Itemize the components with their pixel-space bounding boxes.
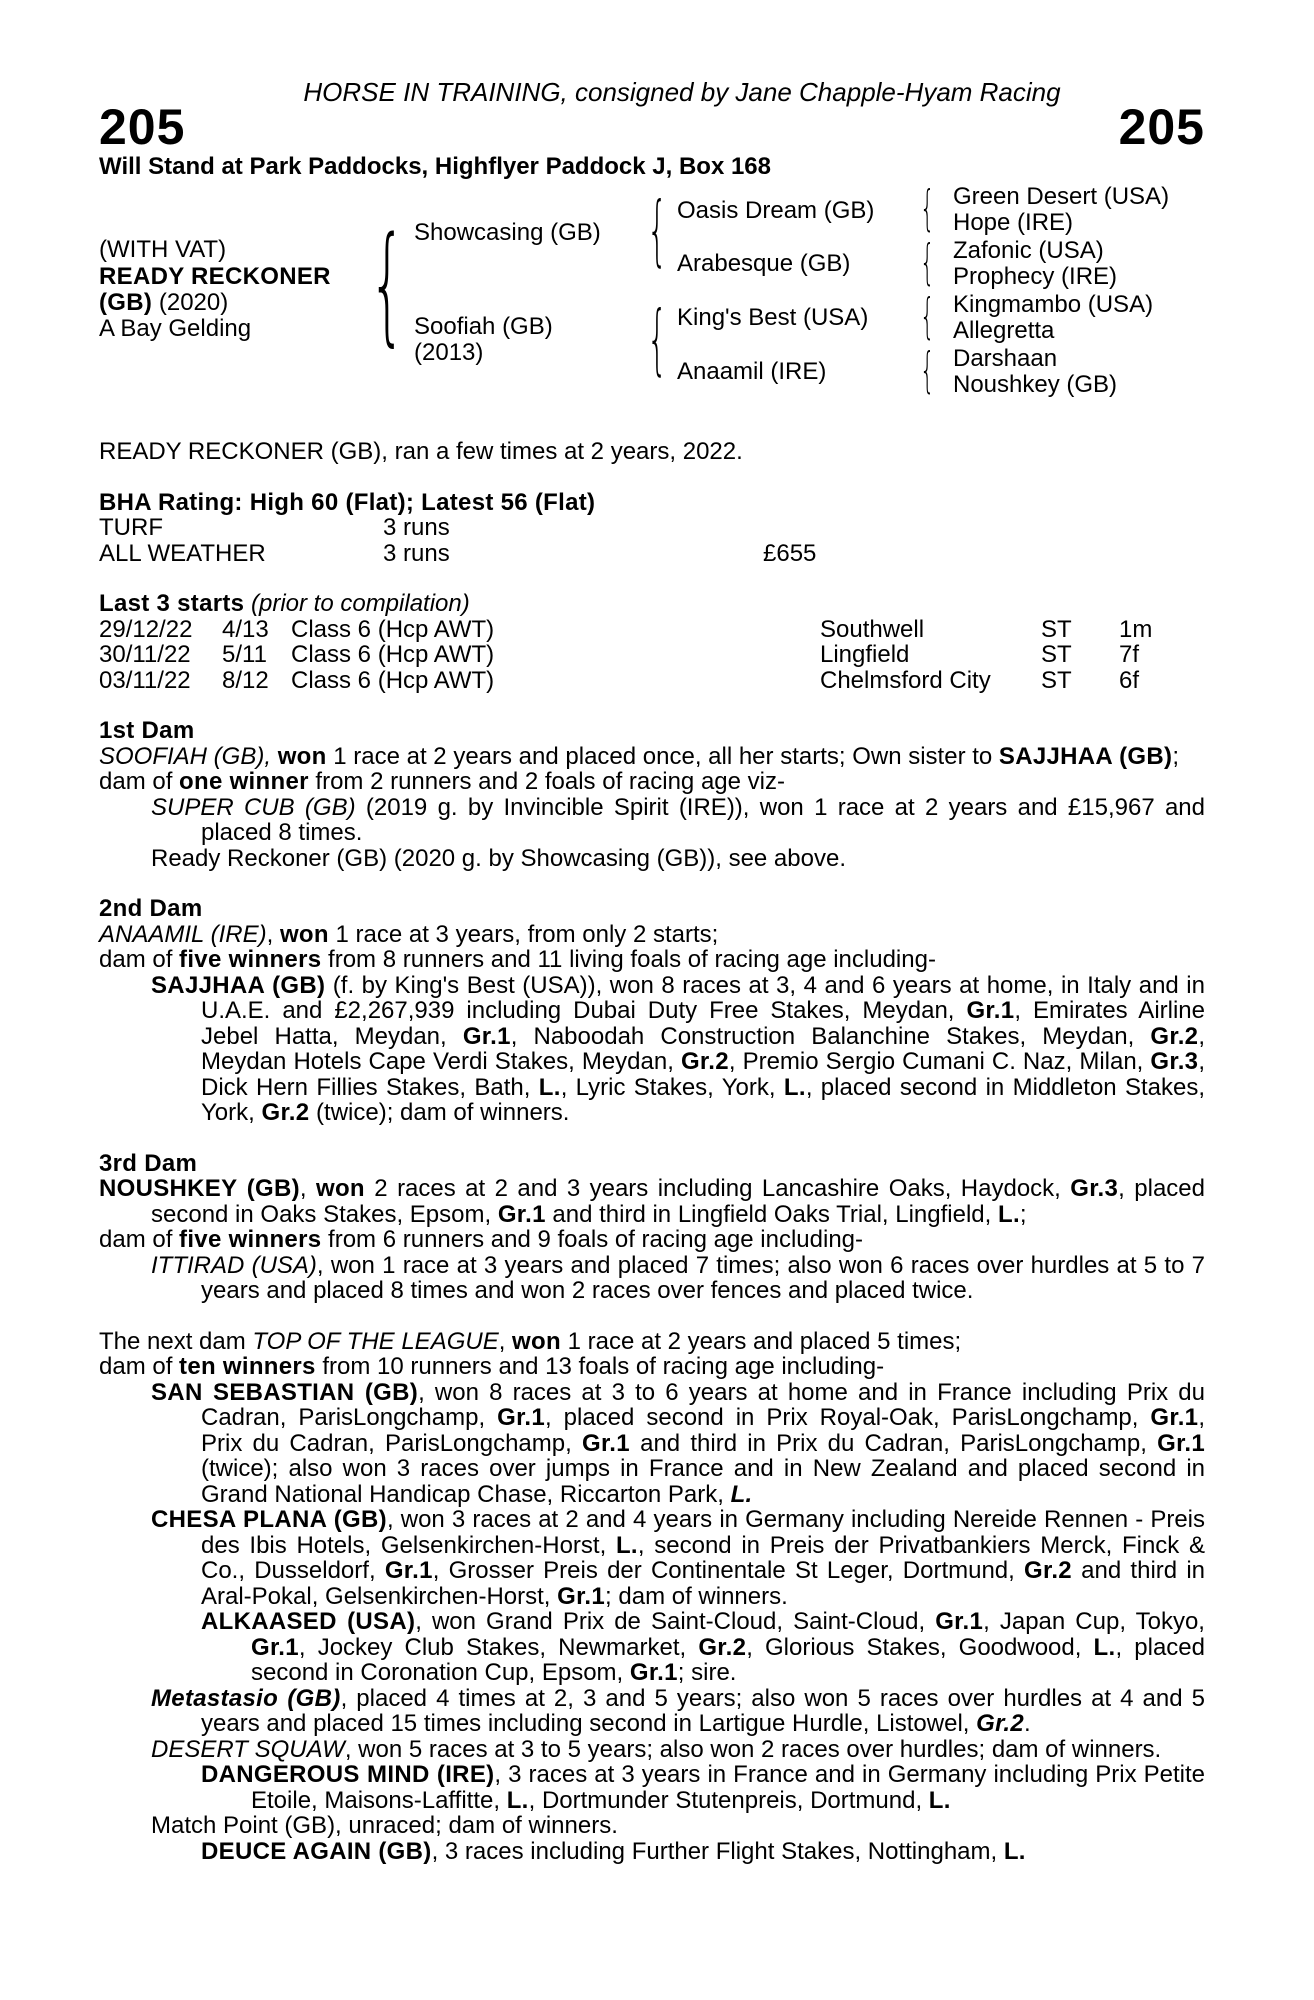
text: (twice); dam of winners. <box>309 1099 570 1126</box>
start-going: ST <box>1041 666 1072 694</box>
grade: Gr.2 <box>698 1633 747 1661</box>
text: ; <box>1019 1200 1027 1228</box>
sire-dam-dam: Prophecy (IRE) <box>953 263 1118 290</box>
pedigree-table <box>99 179 1205 419</box>
next-dam-produce-entry: Match Point (GB), unraced; dam of winners. <box>151 1812 618 1839</box>
lot-number-left: 205 <box>99 98 186 155</box>
start-row <box>99 642 1205 668</box>
dam-name: TOP OF THE LEAGUE <box>252 1327 499 1355</box>
last-starts-heading <box>99 591 1205 617</box>
grade: Gr.1 <box>251 1633 299 1661</box>
rating-runs: 3 runs <box>383 514 450 541</box>
start-date: 03/11/22 <box>99 666 191 694</box>
text: dam of <box>99 768 180 795</box>
dam-sire-sire: Kingmambo (USA) <box>953 291 1154 318</box>
text: from 10 runners and 13 foals of racing age including- <box>315 1353 885 1380</box>
rating-row <box>99 541 1205 567</box>
rating-row <box>99 515 1205 541</box>
next-dam-produce-entry <box>99 1686 1205 1737</box>
produce-name: SAN SEBASTIAN (GB) <box>151 1378 419 1406</box>
text: , Premio Sergio Cumani C. Naz, Milan, <box>728 1048 1151 1075</box>
grade: Gr.1 <box>1157 1429 1206 1457</box>
start-position: 4/13 <box>222 615 269 643</box>
rating-prize: £655 <box>763 539 817 567</box>
text: and third in Prix du Cadran, ParisLongchamp, <box>629 1429 1158 1457</box>
text: from 2 runners and 2 foals of racing age viz- <box>308 768 785 795</box>
grade: Gr.2 <box>680 1048 729 1075</box>
text: from 6 runners and 9 foals of racing age including- <box>321 1226 864 1253</box>
sire-dam: Arabesque (GB) <box>677 250 851 277</box>
horse-name: READY RECKONER <box>99 263 331 290</box>
text: , second in Preis der Privatbankiers Merck, Finck & Co., Dusseldorf, <box>201 1531 1205 1584</box>
text: , Dick Hern Fillies Stakes, Bath, <box>201 1048 1205 1101</box>
grade: Gr.3 <box>1150 1048 1199 1075</box>
text: , Jockey Club Stakes, Newmarket, <box>298 1633 699 1661</box>
brace-icon: { <box>920 179 935 236</box>
dam1-produce-entry: Ready Reckoner (GB) (2020 g. by Showcasing (GB)), see above. <box>151 844 846 872</box>
text: , placed second in Oaks Stakes, Epsom, <box>151 1175 1205 1228</box>
winners-count: one winner <box>179 768 309 795</box>
grade: L. <box>538 1073 561 1101</box>
text: , won 1 race at 3 years and placed 7 times; also won 6 races over hurdles at 5 to 7 years and placed 8 times and won 2 races over fences and placed twice. <box>201 1251 1206 1304</box>
text: . <box>1024 1710 1031 1737</box>
grade: Gr.1 <box>557 1582 606 1610</box>
text: from 8 runners and 11 living foals of racing age including- <box>321 946 936 973</box>
winners-count: five winners <box>179 946 322 973</box>
dam1-race-record <box>99 744 1205 770</box>
dam2-heading: 2nd Dam <box>99 895 203 922</box>
grade: Gr.3 <box>1070 1175 1119 1202</box>
consignor-line: HORSE IN TRAINING, consigned by Jane Chapple-Hyam Racing <box>303 77 1061 107</box>
dam-dam-dam: Noushkey (GB) <box>953 371 1118 398</box>
text: , 3 races at 3 years in France and in Germany including Prix Petite Etoile, Maisons-Laffitte, <box>251 1761 1205 1814</box>
text: and third in Lingfield Oaks Trial, Lingfield, <box>545 1200 998 1228</box>
start-course: Chelmsford City <box>820 666 991 694</box>
dam-dam: Anaamil (IRE) <box>677 358 827 385</box>
horse-year: (2020) <box>158 289 229 316</box>
won-text: won <box>277 742 327 770</box>
horse-country: (GB) <box>99 289 153 316</box>
grade: L. <box>615 1531 638 1559</box>
brace-icon: { <box>647 296 668 385</box>
text: , <box>299 1175 316 1202</box>
dam-name: ANAAMIL (IRE) <box>99 920 267 948</box>
grand-produce-entry <box>99 1839 1205 1865</box>
start-row <box>99 617 1205 643</box>
dam2-race-record <box>99 922 1205 948</box>
winners-count: five winners <box>179 1226 322 1253</box>
dam3-race-record <box>99 1176 1205 1227</box>
start-distance: 1m <box>1119 615 1153 643</box>
text: (f. by King's Best (USA)), won 8 races at 3, 4 and 6 years at home, in Italy and in U.A.E. and £2,267,939 including Dubai Duty Free Stakes, Meydan, <box>201 971 1205 1024</box>
brace-icon: { <box>369 210 406 359</box>
text: , won 3 races at 2 and 4 years in Germany including Nereide Rennen - Preis des Ibis Hotels, Gelsenkirchen-Horst, <box>201 1506 1206 1559</box>
dam1-heading: 1st Dam <box>99 717 195 744</box>
catalogue-page <box>99 77 1206 1865</box>
text: The next dam <box>99 1327 253 1355</box>
stand-location: Will Stand at Park Paddocks, Highflyer Paddock J, Box 168 <box>99 152 771 180</box>
start-distance: 6f <box>1119 666 1140 694</box>
dam3-heading: 3rd Dam <box>99 1149 198 1177</box>
sire-sire-sire: Green Desert (USA) <box>953 183 1170 210</box>
text: 1 race at 2 years and placed once, all her starts; Own sister to <box>326 742 999 770</box>
text: ; dam of winners. <box>605 1582 788 1610</box>
text: , Grosser Preis der Continentale St Leger, Dortmund, <box>432 1557 1025 1584</box>
next-dam-produce-summary <box>99 1354 1205 1380</box>
grand-produce-entry <box>99 1762 1205 1813</box>
grade: L. <box>928 1786 951 1814</box>
start-date: 29/12/22 <box>99 615 193 643</box>
grade: Gr.1 <box>497 1404 546 1431</box>
text: , won Grand Prix de Saint-Cloud, Saint-Cloud, <box>415 1608 936 1635</box>
next-dam-race-record <box>99 1329 1205 1355</box>
text: , <box>498 1327 513 1355</box>
text: , placed second in Coronation Cup, Epsom, <box>251 1633 1205 1686</box>
grade: Gr.2 <box>261 1099 310 1126</box>
black-type-name: SAJJHAA (GB) <box>998 742 1173 770</box>
grade: L. <box>1093 1633 1116 1661</box>
text: , Lyric Stakes, York, <box>560 1073 784 1101</box>
race-summary: READY RECKONER (GB), ran a few times at 2 years, 2022. <box>99 438 743 465</box>
start-race: Class 6 (Hcp AWT) <box>291 641 495 668</box>
start-course: Southwell <box>820 615 925 643</box>
text: , Meydan Hotels Cape Verdi Stakes, Meydan, <box>201 1022 1205 1075</box>
lot-number-right: 205 <box>1118 98 1205 155</box>
won-text: won <box>279 920 329 948</box>
lot-number-row <box>99 98 1205 155</box>
grade: L. <box>730 1480 753 1508</box>
text: (twice); also won 3 races over jumps in France and in New Zealand and placed second in Grand National Handicap Chase, Riccarton Park, <box>201 1455 1205 1508</box>
text: , Emirates Airline Jebel Hatta, Meydan, <box>201 997 1205 1050</box>
next-dam-produce-entry <box>99 1507 1205 1609</box>
dam2-produce-entry <box>99 973 1205 1126</box>
text: 1 race at 2 years and placed 5 times; <box>560 1327 962 1355</box>
grand-produce-entry <box>99 1609 1205 1686</box>
text: , placed second in Prix Royal-Oak, ParisLongchamp, <box>545 1404 1151 1431</box>
grade: Gr.1 <box>497 1200 546 1228</box>
start-race: Class 6 (Hcp AWT) <box>291 615 495 643</box>
sire: Showcasing (GB) <box>414 219 601 246</box>
won-text: won <box>315 1175 365 1202</box>
dam-name: NOUSHKEY (GB) <box>99 1175 300 1202</box>
text: dam of <box>99 1226 180 1253</box>
produce-name: DEUCE AGAIN (GB) <box>201 1837 432 1865</box>
grade: Gr.1 <box>582 1429 630 1457</box>
grade: Gr.1 <box>966 997 1015 1024</box>
text: , Glorious Stakes, Goodwood, <box>746 1633 1094 1661</box>
rating-surface: ALL WEATHER <box>99 539 266 567</box>
text: 2 races at 2 and 3 years including Lancashire Oaks, Haydock, <box>364 1175 1071 1202</box>
last-starts-title: Last 3 starts <box>99 590 245 617</box>
winners-count: ten winners <box>179 1353 316 1380</box>
dam1-produce-entry <box>99 795 1205 846</box>
start-row <box>99 668 1205 694</box>
grade: Gr.1 <box>462 1022 511 1050</box>
dam-sire-dam: Allegretta <box>953 317 1055 344</box>
produce-name: CHESA PLANA (GB) <box>151 1506 387 1533</box>
produce-name: Metastasio (GB) <box>151 1684 341 1712</box>
start-distance: 7f <box>1119 641 1140 668</box>
dam2-produce-summary <box>99 947 1205 973</box>
grade: Gr.2 <box>976 1710 1025 1737</box>
dam: Soofiah (GB) <box>414 313 553 340</box>
next-dam-produce-entry <box>99 1380 1205 1508</box>
produce-name: SAJJHAA (GB) <box>151 971 326 999</box>
rating-runs: 3 runs <box>383 539 450 567</box>
start-position: 5/11 <box>222 641 267 668</box>
text: , won 8 races at 3 to 6 years at home and in France including Prix du Cadran, ParisLongchamp, <box>201 1378 1205 1431</box>
rating-surface: TURF <box>99 514 163 541</box>
grade: L. <box>1003 1837 1026 1865</box>
grade: Gr.1 <box>1150 1404 1199 1431</box>
grade: Gr.2 <box>1024 1557 1072 1584</box>
brace-icon: { <box>920 287 935 344</box>
sire-dam-sire: Zafonic (USA) <box>953 237 1104 264</box>
produce-name: SUPER CUB (GB) <box>151 793 356 821</box>
text: (2019 g. by Invincible Spirit (IRE)), won 1 race at 2 years and £15,967 and placed 8 times. <box>201 793 1206 846</box>
won-text: won <box>512 1327 561 1355</box>
text: dam of <box>99 1353 180 1380</box>
next-dam-produce-entry <box>99 1737 1205 1763</box>
brace-icon: { <box>647 187 668 276</box>
text: , placed 4 times at 2, 3 and 5 years; also won 5 races over hurdles at 4 and 5 years and placed 15 times including second in Lartigue Hurdle, Listowel, <box>201 1684 1205 1737</box>
sire-sire: Oasis Dream (GB) <box>677 197 875 224</box>
dam-sire: King's Best (USA) <box>677 304 869 331</box>
text: , <box>266 920 280 948</box>
grade: Gr.2 <box>1150 1022 1199 1050</box>
produce-name: DANGEROUS MIND (IRE) <box>201 1761 495 1788</box>
text: ; <box>1172 742 1179 770</box>
last-starts-note: (prior to compilation) <box>250 590 470 617</box>
text: ; sire. <box>677 1659 737 1686</box>
text: 1 race at 3 years, from only 2 starts; <box>328 920 719 948</box>
grade: Gr.1 <box>384 1557 433 1584</box>
grade: L. <box>783 1073 806 1101</box>
brace-icon: { <box>920 233 935 290</box>
produce-name: ITTIRAD (USA) <box>151 1251 317 1279</box>
start-going: ST <box>1041 615 1072 643</box>
vat-note: (WITH VAT) <box>99 236 227 263</box>
grade: L. <box>506 1786 529 1814</box>
horse-description: A Bay Gelding <box>99 315 252 342</box>
start-course: Lingfield <box>820 641 910 668</box>
text: , Dortmunder Stutenpreis, Dortmund, <box>528 1786 929 1814</box>
dam-name: SOOFIAH (GB), <box>99 742 278 770</box>
brace-icon: { <box>920 341 935 398</box>
text: , placed second in Middleton Stakes, York, <box>201 1073 1206 1126</box>
text: dam of <box>99 946 180 973</box>
text: , won 5 races at 3 to 5 years; also won 2 races over hurdles; dam of winners. <box>344 1735 1162 1763</box>
start-going: ST <box>1041 641 1072 668</box>
text: and third in Aral-Pokal, Gelsenkirchen-Horst, <box>201 1557 1206 1610</box>
grade: Gr.1 <box>935 1608 984 1635</box>
text: , Naboodah Construction Balanchine Stakes, Meydan, <box>510 1022 1151 1050</box>
grade: Gr.1 <box>629 1659 678 1686</box>
text: , 3 races including Further Flight Stakes, Nottingham, <box>431 1837 1004 1865</box>
dam-year: (2013) <box>414 339 484 366</box>
start-race: Class 6 (Hcp AWT) <box>291 666 495 694</box>
produce-name: DESERT SQUAW <box>151 1735 345 1763</box>
dam3-produce-entry <box>99 1253 1205 1304</box>
dam1-produce-summary <box>99 769 1205 795</box>
start-date: 30/11/22 <box>99 641 191 668</box>
bha-rating: BHA Rating: High 60 (Flat); Latest 56 (Flat) <box>99 488 596 516</box>
grade: L. <box>997 1200 1020 1228</box>
sire-sire-dam: Hope (IRE) <box>953 209 1074 236</box>
produce-name: ALKAASED (USA) <box>201 1608 416 1635</box>
start-position: 8/12 <box>222 666 269 694</box>
dam3-produce-summary <box>99 1227 1205 1253</box>
horse-name-line2 <box>99 290 228 316</box>
dam-dam-sire: Darshaan <box>953 345 1058 372</box>
text: , Prix du Cadran, ParisLongchamp, <box>201 1404 1205 1457</box>
text: , Japan Cup, Tokyo, <box>983 1608 1205 1635</box>
